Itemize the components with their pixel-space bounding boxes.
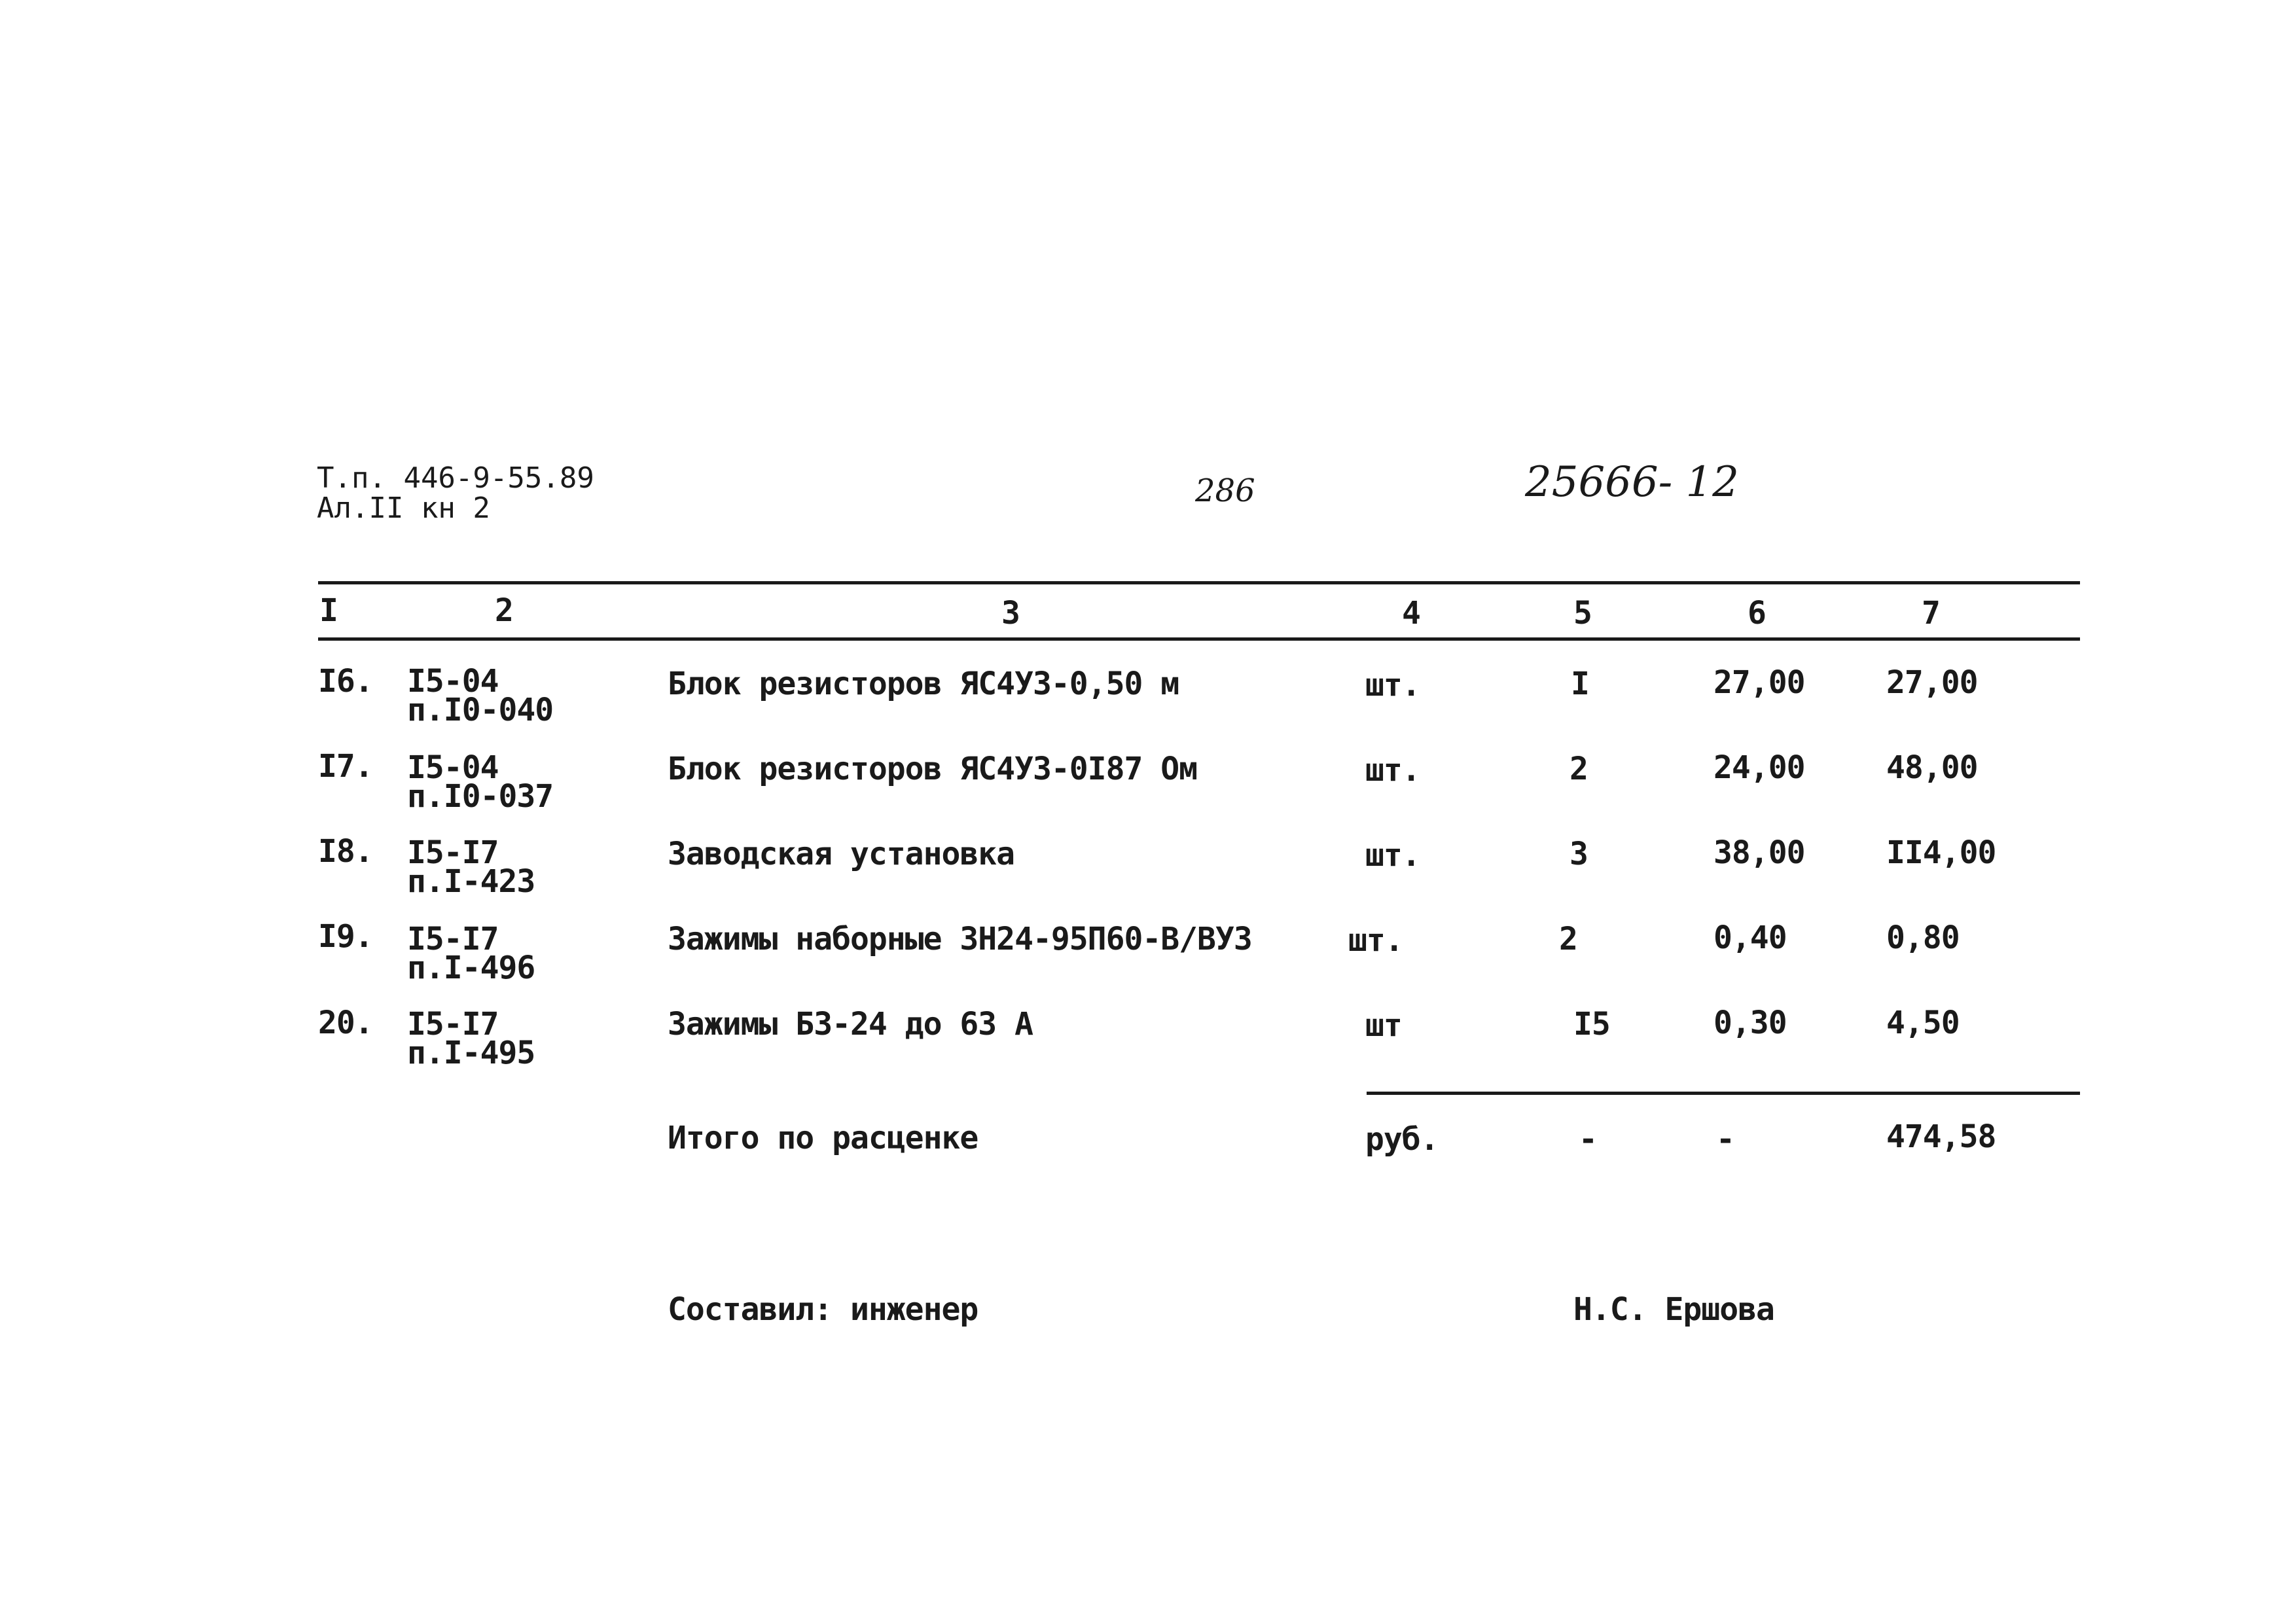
rate-item: п.I0-040 xyxy=(407,692,554,728)
item-name: Зажимы наборные ЗН24-95П60-В/ВУЗ xyxy=(668,921,1252,957)
quantity: 2 xyxy=(1570,751,1588,787)
item-name: Заводская установка xyxy=(668,836,1015,872)
rate-code: I5-04 xyxy=(407,663,499,700)
line-total: II4,00 xyxy=(1886,834,1996,871)
unit-price: 24,00 xyxy=(1713,749,1805,786)
unit: шт. xyxy=(1348,922,1403,959)
rate-item: п.I-423 xyxy=(407,863,535,900)
line-total: 4,50 xyxy=(1886,1005,1960,1041)
row-number: I8. xyxy=(318,833,373,870)
compiled-by-label: Составил: инженер xyxy=(668,1291,978,1328)
row-number: 20. xyxy=(318,1005,373,1041)
reference-line-1: Т.п. 446-9-55.89 xyxy=(317,461,594,495)
total-price: - xyxy=(1716,1121,1734,1158)
unit: шт. xyxy=(1365,667,1420,704)
unit-price: 0,40 xyxy=(1713,919,1787,956)
unit: шт. xyxy=(1365,837,1420,874)
rate-code: I5-I7 xyxy=(407,921,499,957)
line-total: 48,00 xyxy=(1886,749,1978,786)
rate-code: I5-I7 xyxy=(407,834,499,871)
quantity: 3 xyxy=(1570,836,1588,872)
total-quantity: - xyxy=(1579,1121,1597,1158)
quantity: I xyxy=(1571,666,1589,702)
line-total: 27,00 xyxy=(1886,664,1978,701)
line-total: 0,80 xyxy=(1886,919,1960,956)
column-number: I xyxy=(319,592,338,629)
rate-item: п.I-496 xyxy=(407,950,535,986)
rate-code: I5-04 xyxy=(407,749,499,786)
quantity: 2 xyxy=(1559,921,1577,957)
column-number: 4 xyxy=(1402,595,1421,632)
compiler-name: Н.С. Ершова xyxy=(1573,1291,1774,1328)
document-number: 25666- 12 xyxy=(1525,458,1739,507)
item-name: Зажимы БЗ-24 до 63 А xyxy=(668,1006,1033,1043)
unit: шт. xyxy=(1365,752,1420,789)
item-name: Блок резисторов ЯС4У3-0,50 м xyxy=(668,666,1179,702)
column-number: 5 xyxy=(1573,595,1592,632)
column-number: 6 xyxy=(1748,595,1767,632)
unit-price: 0,30 xyxy=(1713,1005,1787,1041)
grand-total: 474,58 xyxy=(1886,1118,1996,1155)
rate-code: I5-I7 xyxy=(407,1006,499,1043)
row-number: I6. xyxy=(318,663,373,700)
table-top-rule xyxy=(318,581,2080,584)
rate-item: п.I-495 xyxy=(407,1035,535,1071)
unit-price: 27,00 xyxy=(1713,664,1805,701)
column-number: 2 xyxy=(495,592,514,629)
total-unit: руб. xyxy=(1365,1121,1439,1158)
column-number: 7 xyxy=(1922,595,1941,632)
reference-line-2: Ал.II кн 2 xyxy=(317,491,490,525)
row-number: I7. xyxy=(318,748,373,785)
page-number: 286 xyxy=(1195,473,1255,509)
item-name: Блок резисторов ЯС4У3-0I87 Ом xyxy=(668,751,1198,787)
total-rule xyxy=(1367,1092,2080,1095)
quantity: I5 xyxy=(1573,1006,1610,1043)
unit-price: 38,00 xyxy=(1713,834,1805,871)
table-header-rule xyxy=(318,637,2080,641)
total-label: Итого по расценке xyxy=(668,1120,978,1156)
column-number: 3 xyxy=(1001,595,1020,632)
row-number: I9. xyxy=(318,918,373,955)
unit: шт xyxy=(1365,1007,1402,1044)
rate-item: п.I0-037 xyxy=(407,778,554,815)
